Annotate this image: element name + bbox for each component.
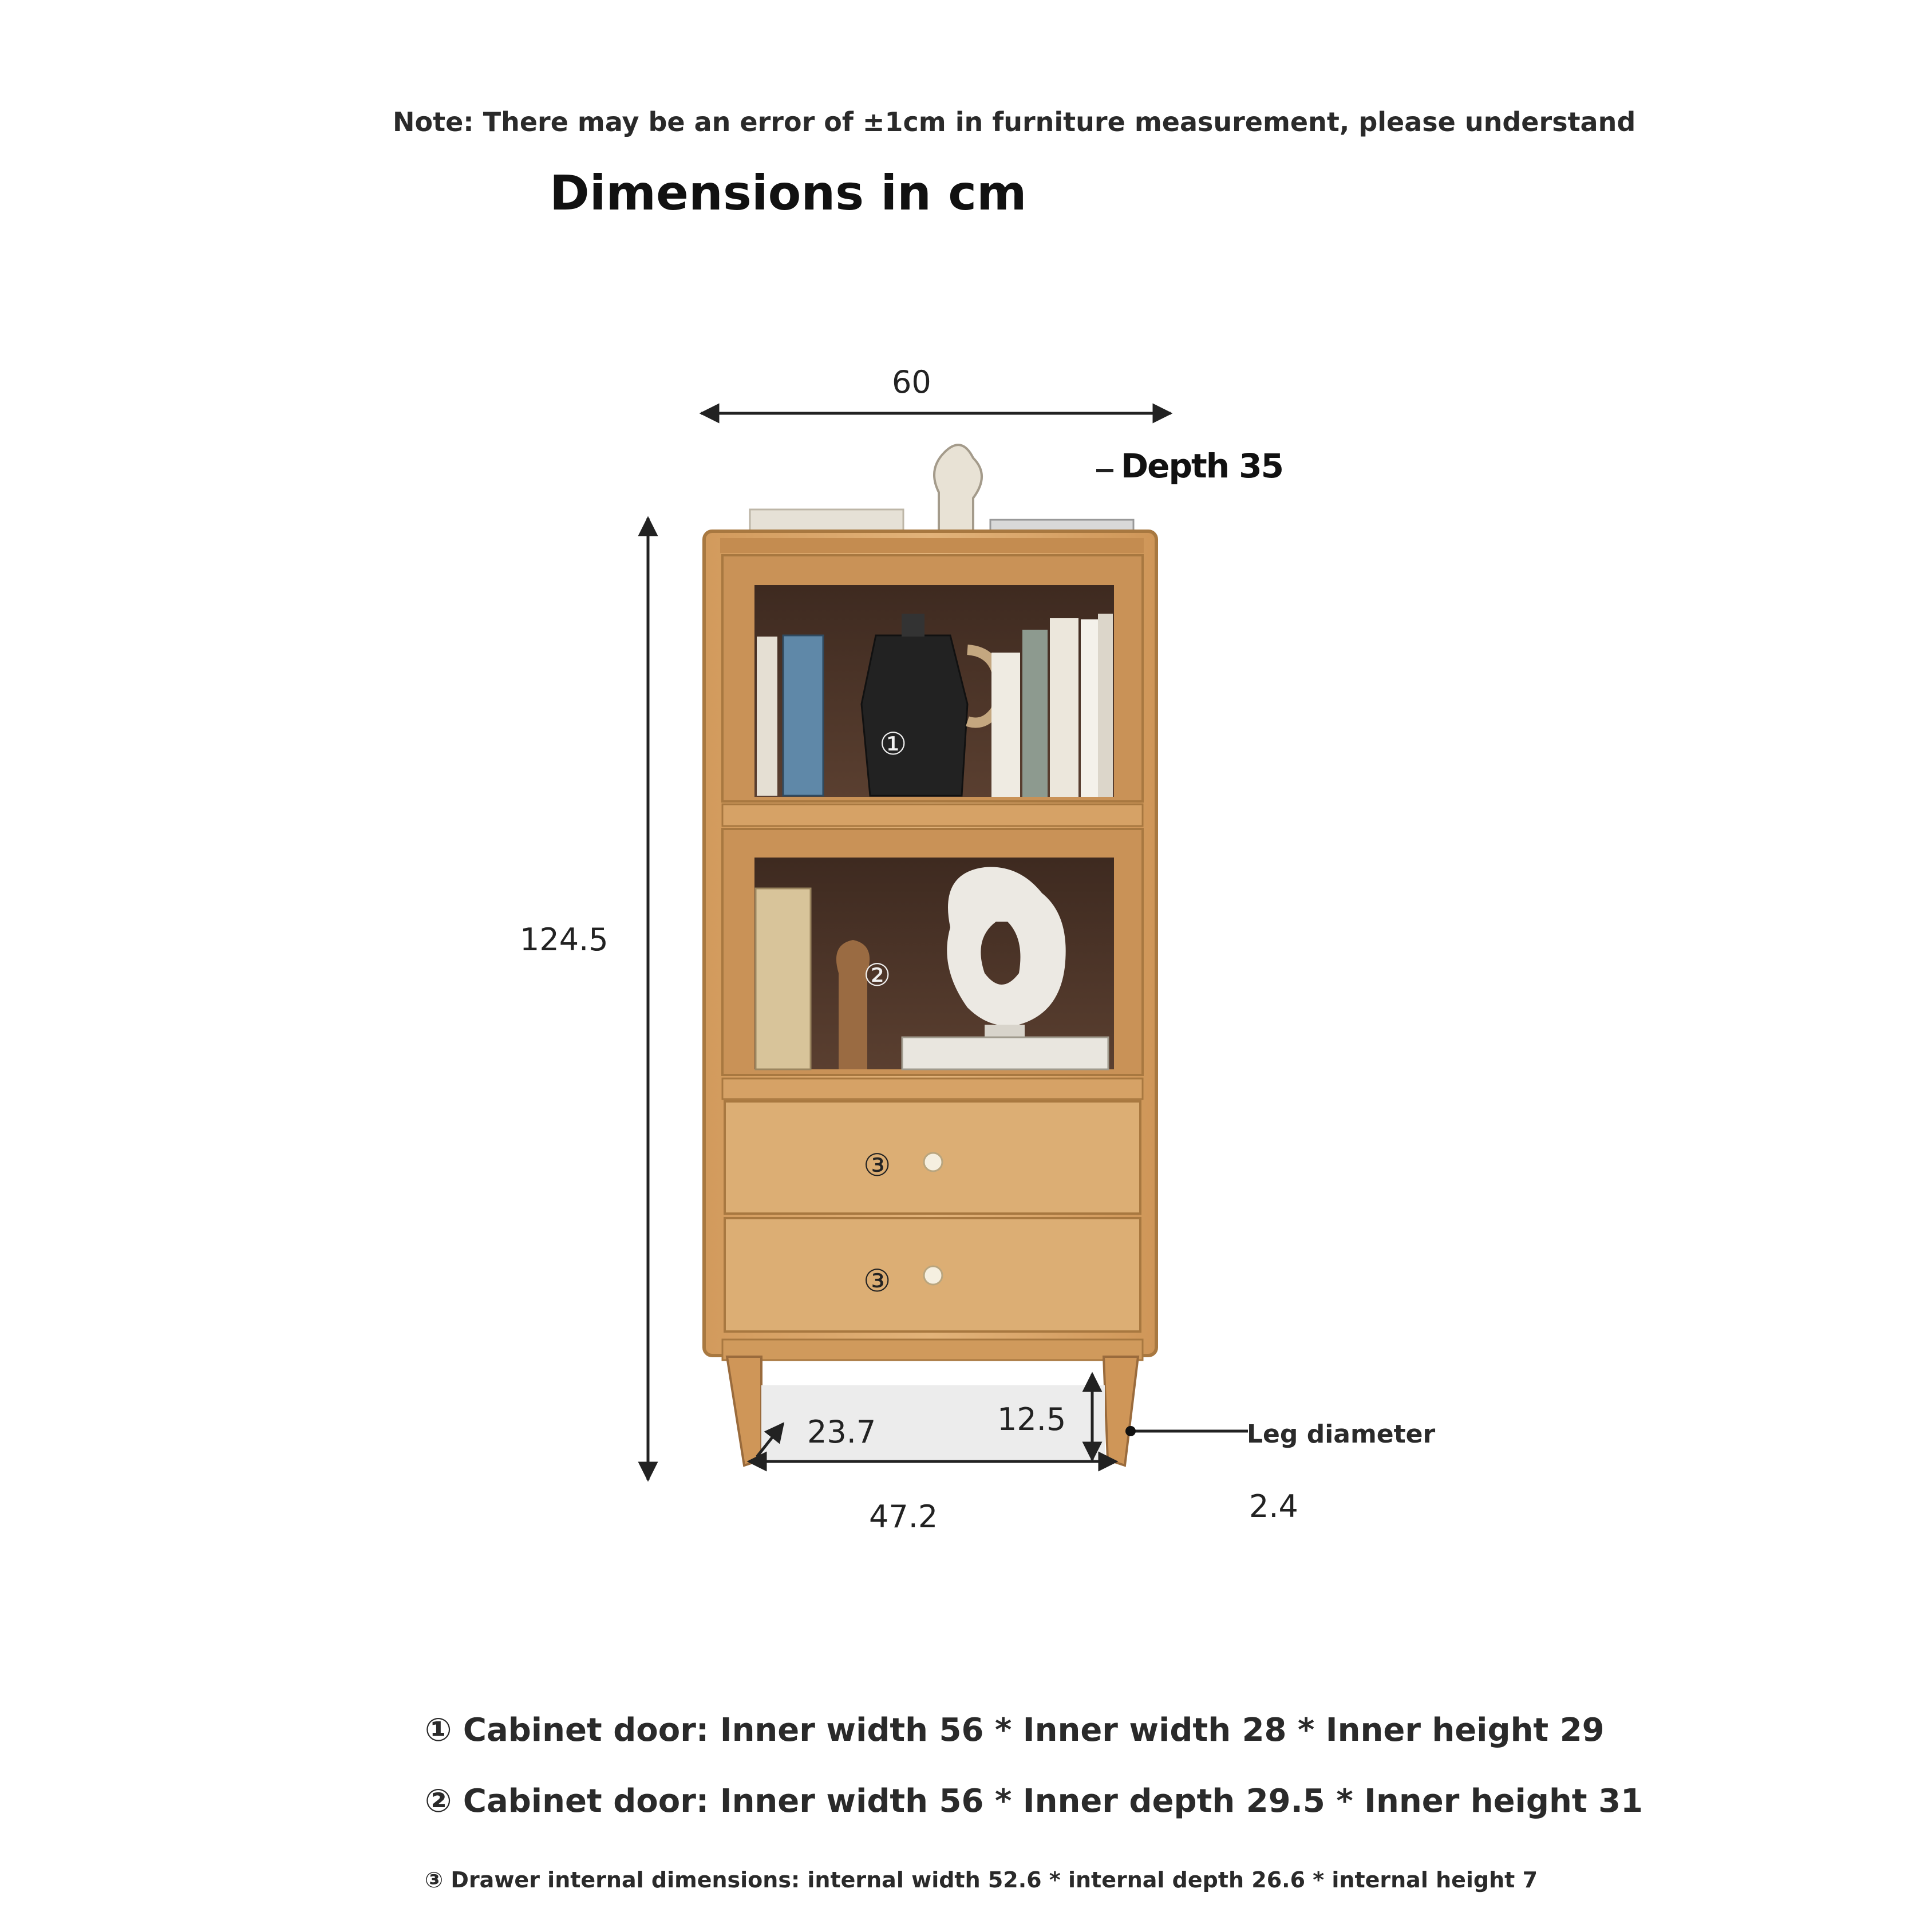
spec-drawer: ③ Drawer internal dimensions: internal width 52.6 * internal depth 26.6 * internal height 7 — [425, 1867, 1538, 1893]
marker-3-top: ③ — [863, 1147, 891, 1183]
middle-shelf — [722, 804, 1143, 826]
moka-pot — [862, 635, 967, 796]
height-label: 124.5 — [520, 922, 609, 958]
leg-diameter-label: Leg diameter — [1247, 1420, 1436, 1449]
marker-1: ① — [879, 726, 907, 762]
leg-diameter-value: 2.4 — [1249, 1488, 1298, 1524]
bottom-drawer-knob — [924, 1266, 942, 1285]
spec-cabinet-door-1: ① Cabinet door: Inner width 56 * Inner width 28 * Inner height 29 — [425, 1712, 1605, 1749]
right-leg — [1104, 1357, 1138, 1465]
leg-height-label: 12.5 — [997, 1401, 1066, 1437]
top-drawer-knob — [924, 1153, 942, 1171]
top-books — [750, 509, 903, 532]
measurement-note: Note: There may be an error of ±1cm in furniture measurement, please understand — [393, 106, 1636, 137]
depth-label: Depth 35 — [1121, 447, 1283, 485]
top-figurine — [934, 445, 982, 532]
bottom-width-label: 47.2 — [869, 1499, 938, 1535]
page-title: Dimensions in cm — [550, 165, 1027, 221]
leg-depth-label: 23.7 — [807, 1414, 876, 1450]
width-label: 60 — [892, 364, 931, 400]
left-leg — [727, 1357, 761, 1465]
marker-2: ② — [863, 957, 891, 993]
spec-cabinet-door-2: ② Cabinet door: Inner width 56 * Inner depth 29.5 * Inner height 31 — [425, 1783, 1643, 1820]
marker-3-bottom: ③ — [863, 1263, 891, 1299]
